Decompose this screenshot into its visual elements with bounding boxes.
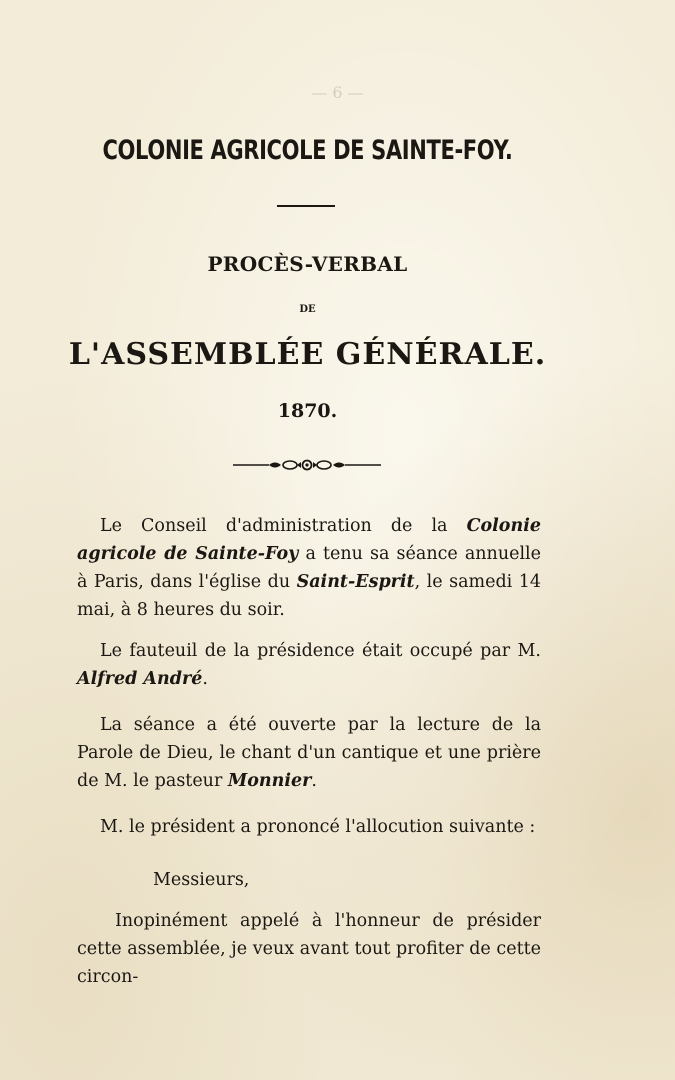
- subtitle-proces-verbal: PROCÈS-VERBAL: [207, 252, 408, 276]
- paragraph-allocution: M. le président a prononcé l'allocution suivante :: [100, 817, 536, 837]
- title-divider: [277, 205, 335, 207]
- p3-text-c: .: [311, 771, 317, 791]
- salutation: Messieurs,: [153, 870, 250, 890]
- subtitle-assemblee: L'ASSEMBLÉE GÉNÉRALE.: [68, 337, 547, 372]
- p3-pasteur-name: Monnier: [227, 771, 312, 791]
- paragraph-discours: Inopinément appelé à l'honneur de présider cette assemblée, je veux avant tout profiter de cette circon-: [77, 911, 541, 987]
- ornament-divider-icon: [233, 455, 381, 475]
- paragraph-ouverture: [77, 711, 541, 795]
- paragraph-conseil: [77, 512, 541, 624]
- p2-president-name: Alfred André: [77, 669, 203, 689]
- p1-text-c: a tenu sa séance annuelle à Paris, dans l'église du: [77, 544, 541, 592]
- p1-church-name: Saint-Esprit: [296, 572, 415, 592]
- page-number: — 6 —: [311, 83, 364, 102]
- subtitle-de: DE: [299, 304, 316, 315]
- document-title: COLONIE AGRICOLE DE SAINTE-FOY.: [102, 135, 513, 166]
- paragraph-presidence: [77, 637, 541, 693]
- p2-text-c: .: [202, 669, 208, 689]
- p2-text-a: Le fauteuil de la présidence était occupé par M.: [100, 641, 541, 661]
- p1-text-a: Le Conseil d'administration de la: [100, 516, 467, 536]
- p1-text-e: , le samedi 14 mai, à 8 heures du soir.: [77, 572, 541, 620]
- p1-colonie-name: Colonie agricole de Sainte-Foy: [77, 516, 541, 564]
- year-heading: 1870.: [277, 400, 338, 422]
- p3-text-a: La séance a été ouverte par la lecture de la Parole de Dieu, le chant d'un cantique et une prière de M. le pasteur: [77, 715, 541, 791]
